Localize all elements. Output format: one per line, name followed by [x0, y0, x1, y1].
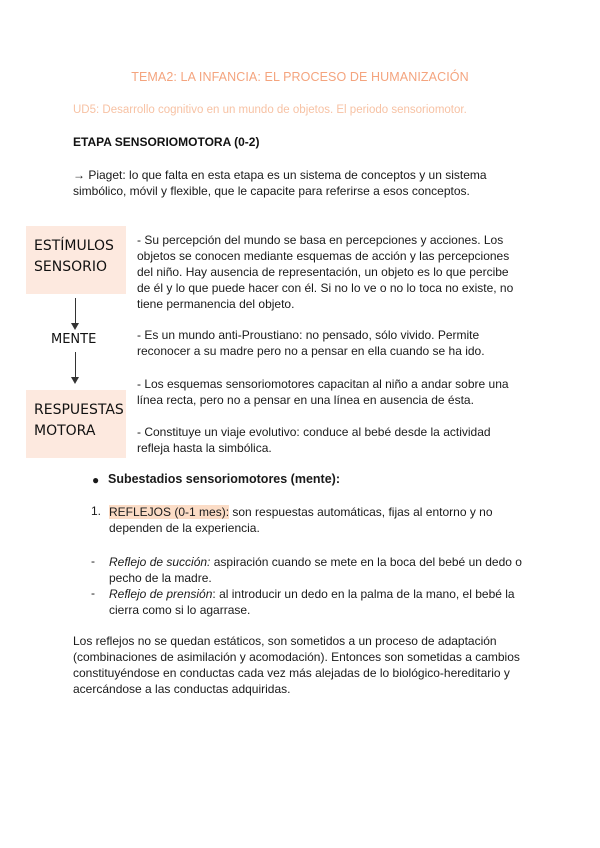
reflexes-item-line	[109, 504, 493, 520]
reflex-grasp	[109, 586, 515, 618]
point-line: tiene permanencia del objeto.	[137, 297, 295, 311]
point-line: - Es un mundo anti-Proustiano: no pensado, sólo vivido. Permite	[137, 328, 480, 342]
response-box	[26, 390, 126, 458]
point-perception	[137, 232, 513, 312]
reflex-line2: cierra como si lo agarrase.	[109, 603, 251, 617]
stimulus-box-line: ESTÍMULOS	[34, 238, 114, 254]
point-schemes	[137, 376, 509, 408]
arrow-head-icon	[71, 377, 79, 384]
reflex-suction	[109, 554, 522, 586]
intro-line: → Piaget: lo que falta en esta etapa es un sistema de conceptos y un sistema	[73, 168, 487, 182]
list-dash: -	[91, 586, 95, 600]
bullet-icon: ●	[92, 473, 100, 487]
reflex-line	[109, 554, 522, 570]
point-line: - Constituye un viaje evolutivo: conduce al bebé desde la actividad	[137, 425, 491, 439]
closing-line: acercándose a las conductas adquiridas.	[73, 682, 291, 696]
arrow-down-icon	[75, 352, 76, 378]
closing-line: (combinaciones de asimilación y acomodación). Entonces son sometidas a cambios	[73, 650, 520, 664]
reflex-line2: pecho de la madre.	[109, 571, 212, 585]
closing-paragraph	[73, 633, 520, 697]
reflex-name: Reflejo de prensión	[109, 587, 213, 601]
point-line: del niño. Hay ausencia de representación, un objeto es lo que percibe	[137, 265, 509, 279]
arrow-head-icon	[71, 323, 79, 330]
closing-line: Los reflejos no se quedan estáticos, son sometidos a un proceso de adaptación	[73, 634, 497, 648]
reflexes-item	[109, 504, 493, 536]
reflexes-item-line2: dependen de la experiencia.	[109, 521, 260, 535]
reflex-text: : al introducir un dedo en la palma de la mano, el bebé la	[212, 587, 515, 601]
reflex-text: aspiración cuando se mete en la boca del bebé un dedo o	[210, 555, 522, 569]
reflexes-highlight: REFLEJOS (0-1 mes):	[109, 505, 230, 519]
point-line: - Los esquemas sensoriomotores capacitan al niño a andar sobre una	[137, 377, 509, 391]
intro-paragraph	[73, 167, 487, 199]
stimulus-box-line: SENSORIO	[34, 259, 107, 275]
document-subtitle: UD5: Desarrollo cognitivo en un mundo de objetos. El periodo sensoriomotor.	[73, 104, 467, 116]
stimulus-box	[26, 226, 126, 294]
point-line: objetos se conocen mediante esquemas de acción y las percepciones	[137, 249, 510, 263]
section-heading: ETAPA SENSORIOMOTORA (0-2)	[73, 135, 260, 149]
response-box-line: RESPUESTAS	[34, 402, 124, 418]
point-line: línea recta, pero no a pensar en una línea en ausencia de ésta.	[137, 393, 474, 407]
point-line: refleja hasta la simbólica.	[137, 441, 272, 455]
reflex-line	[109, 586, 515, 602]
intro-line: simbólico, móvil y flexible, que le capacite para referirse a esos conceptos.	[73, 184, 470, 198]
closing-line: constituyéndose en conductas cada vez más alejadas de lo biológico-hereditario y	[73, 666, 510, 680]
reflex-name: Reflejo de succión:	[109, 555, 211, 569]
substages-heading: Subestadios sensoriomotores (mente):	[108, 472, 340, 486]
point-line: reconocer a su madre pero no a pensar en ella cuando se ha ido.	[137, 344, 485, 358]
list-dash: -	[91, 554, 95, 568]
point-journey	[137, 424, 491, 456]
mind-label: MENTE	[51, 332, 97, 347]
point-anti-proustian	[137, 327, 485, 359]
point-line: de él y lo que puede hacer con él. Si no lo ve o no lo toca no existe, no	[137, 281, 514, 295]
point-line: - Su percepción del mundo se basa en percepciones y acciones. Los	[137, 233, 504, 247]
list-number: 1.	[91, 504, 102, 518]
reflexes-text: son respuestas automáticas, fijas al entorno y no	[229, 505, 493, 519]
response-box-line: MOTORA	[34, 423, 96, 439]
document-title: TEMA2: LA INFANCIA: EL PROCESO DE HUMANIZACIÓN	[131, 70, 469, 84]
arrow-down-icon	[75, 298, 76, 324]
